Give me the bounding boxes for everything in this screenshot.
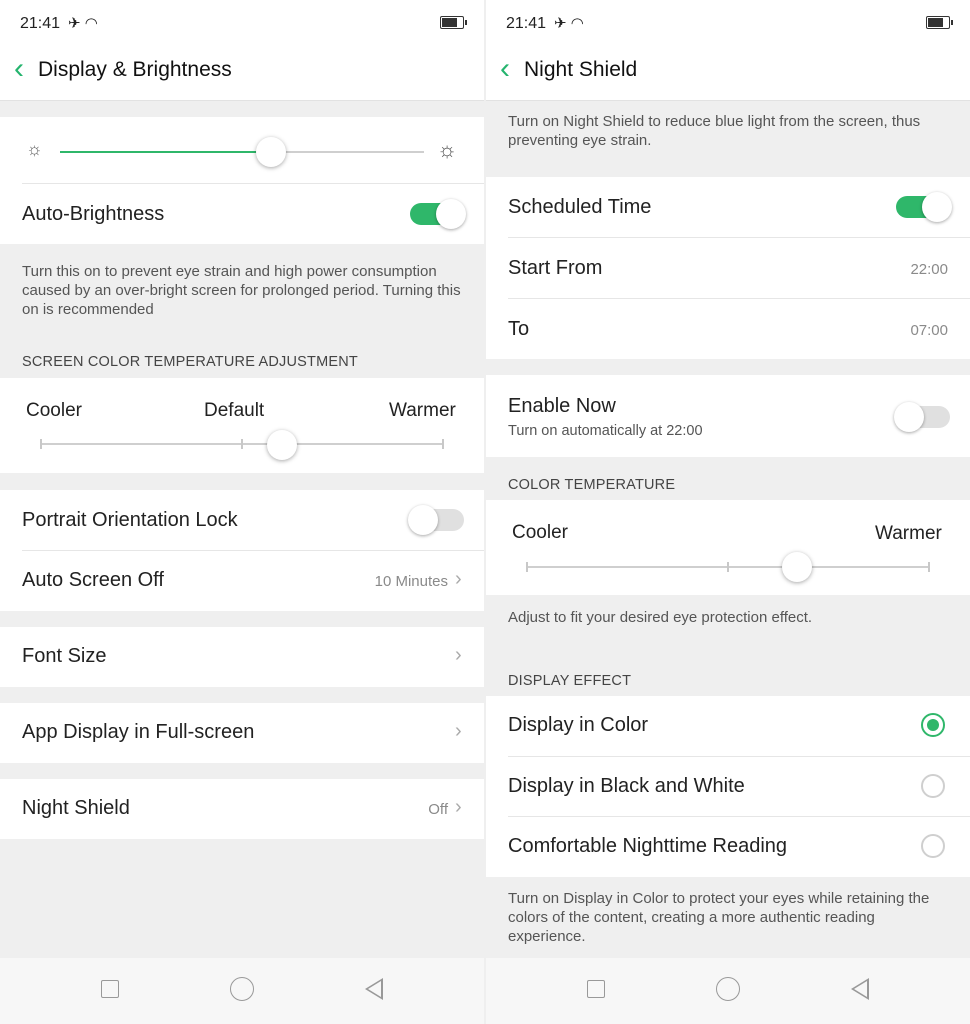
start-from-row[interactable]	[486, 238, 970, 298]
radio-unselected-icon[interactable]	[921, 774, 945, 798]
auto-screen-off-value: 10 Minutes	[374, 573, 448, 590]
start-from-value: 22:00	[910, 261, 948, 278]
auto-screen-off-row[interactable]	[0, 551, 484, 611]
chevron-right-icon: ›	[455, 644, 462, 666]
brightness-high-icon: ☼	[437, 137, 458, 162]
auto-brightness-toggle[interactable]	[410, 203, 464, 225]
enable-now-card	[486, 375, 970, 457]
section-header-color-temp: SCREEN COLOR TEMPERATURE ADJUSTMENT	[22, 354, 358, 370]
cooler-label: Cooler	[26, 400, 82, 421]
cooler-label: Cooler	[512, 522, 568, 543]
navigation-bar	[486, 958, 970, 1024]
app-display-label: App Display in Full-screen	[22, 721, 255, 743]
battery-icon	[926, 16, 950, 29]
option-label: Display in Color	[508, 714, 649, 736]
display-brightness-screen	[0, 0, 484, 1024]
night-shield-intro: Turn on Night Shield to reduce blue light from the screen, thus preventing eye strain.	[508, 113, 921, 149]
brightness-card	[0, 117, 484, 244]
start-from-label: Start From	[508, 257, 603, 279]
display-in-color-option[interactable]	[486, 696, 970, 756]
app-display-row[interactable]	[0, 703, 484, 763]
schedule-card	[486, 177, 970, 359]
font-size-row[interactable]	[0, 627, 484, 687]
to-value: 07:00	[910, 322, 948, 339]
status-time: 21:41	[20, 15, 61, 32]
option-label: Display in Black and White	[508, 775, 745, 797]
navigation-bar	[0, 958, 484, 1024]
back-chevron-icon[interactable]: ‹	[14, 52, 24, 85]
recents-button[interactable]	[101, 980, 119, 998]
night-shield-screen	[486, 0, 970, 1024]
auto-brightness-description: Turn this on to prevent eye strain and high power consumption caused by an over-bright screen for prolonged period. Turning this on is recommended	[22, 263, 461, 318]
to-label: To	[508, 318, 530, 340]
home-button[interactable]	[716, 977, 740, 1001]
auto-screen-off-label: Auto Screen Off	[22, 569, 164, 591]
display-in-bw-option[interactable]	[486, 757, 970, 817]
font-size-label: Font Size	[22, 645, 107, 667]
orientation-card	[0, 490, 484, 611]
portrait-lock-toggle[interactable]	[410, 509, 464, 531]
home-button[interactable]	[230, 977, 254, 1001]
header	[486, 50, 970, 101]
warmer-label: Warmer	[389, 400, 456, 421]
auto-brightness-label: Auto-Brightness	[22, 203, 165, 225]
status-bar	[0, 0, 484, 50]
display-effect-description: Turn on Display in Color to protect your eyes while retaining the colors of the content, creating a more authentic reading experience.	[508, 890, 930, 945]
airplane-wifi-icon: ✈ ◠	[68, 15, 98, 32]
brightness-fill	[60, 151, 271, 153]
color-temp-slider-thumb[interactable]	[782, 552, 812, 582]
back-chevron-icon[interactable]: ‹	[500, 52, 510, 85]
back-button[interactable]	[365, 978, 383, 1000]
page-title: Display & Brightness	[38, 58, 232, 81]
night-shield-row[interactable]	[0, 779, 484, 839]
color-temp-description: Adjust to fit your desired eye protection effect.	[508, 609, 813, 626]
back-button[interactable]	[851, 978, 869, 1000]
radio-selected-icon[interactable]	[921, 713, 945, 737]
night-shield-value: Off	[428, 801, 448, 818]
warmer-label: Warmer	[875, 523, 942, 544]
default-label: Default	[204, 400, 265, 421]
enable-now-toggle[interactable]	[896, 406, 950, 428]
brightness-slider-thumb[interactable]	[256, 137, 286, 167]
chevron-right-icon: ›	[455, 568, 462, 590]
chevron-right-icon: ›	[455, 796, 462, 818]
color-temp-card	[486, 500, 970, 595]
to-row[interactable]	[486, 299, 970, 359]
radio-unselected-icon[interactable]	[921, 834, 945, 858]
color-temp-card	[0, 378, 484, 473]
enable-now-label: Enable Now	[508, 395, 616, 417]
enable-now-sublabel: Turn on automatically at 22:00	[508, 423, 703, 439]
scheduled-time-toggle[interactable]	[896, 196, 950, 218]
portrait-lock-label: Portrait Orientation Lock	[22, 509, 238, 531]
chevron-right-icon: ›	[455, 720, 462, 742]
status-bar	[486, 0, 970, 50]
section-header-color-temp: COLOR TEMPERATURE	[508, 477, 676, 493]
airplane-wifi-icon: ✈ ◠	[554, 15, 584, 32]
display-effect-card	[486, 696, 970, 877]
status-time: 21:41	[506, 15, 547, 32]
header	[0, 50, 484, 101]
color-temp-slider-thumb[interactable]	[267, 430, 297, 460]
section-header-display-effect: DISPLAY EFFECT	[508, 673, 632, 689]
battery-icon	[440, 16, 464, 29]
nighttime-reading-option[interactable]	[486, 817, 970, 877]
option-label: Comfortable Nighttime Reading	[508, 835, 788, 857]
scheduled-time-label: Scheduled Time	[508, 196, 652, 218]
brightness-low-icon: ☼	[26, 139, 43, 159]
page-title: Night Shield	[524, 58, 638, 81]
recents-button[interactable]	[587, 980, 605, 998]
night-shield-label: Night Shield	[22, 797, 130, 819]
